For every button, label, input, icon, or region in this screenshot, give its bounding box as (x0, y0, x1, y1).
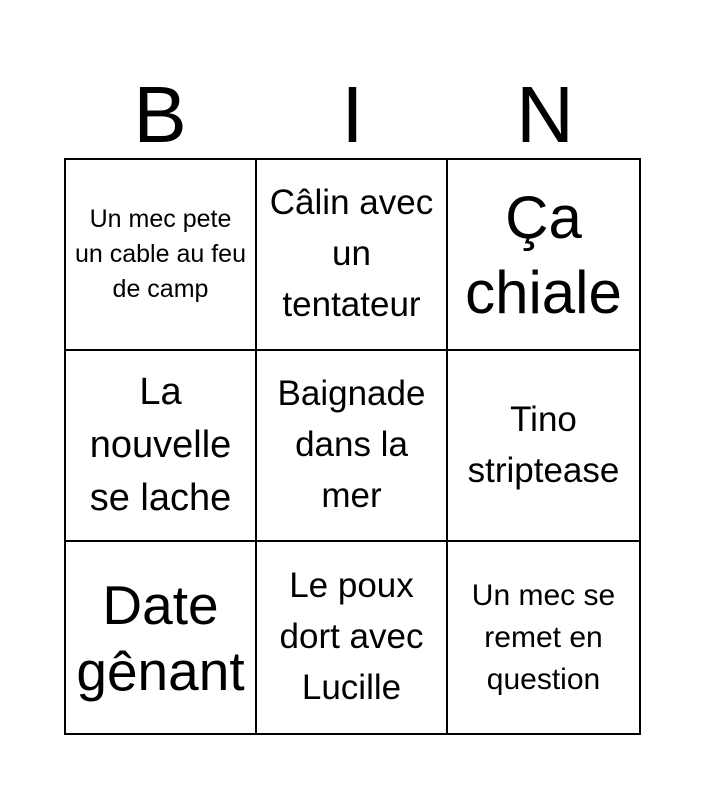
header-letter-i: I (341, 70, 364, 159)
bingo-cell-3[interactable]: Ça chiale (448, 160, 639, 351)
bingo-cell-7[interactable]: Date gênant (66, 542, 257, 733)
bingo-cell-9[interactable]: Un mec se remet en question (471, 578, 616, 696)
bingo-cell-8[interactable]: Le poux dort avec Lucille (257, 542, 448, 733)
bingo-cell-4[interactable]: La nouvelle se lache (66, 351, 257, 542)
bingo-grid (64, 158, 641, 735)
bingo-header (64, 70, 641, 160)
header-letter-n: N (516, 70, 574, 159)
bingo-cell-5[interactable]: Baignade dans la mer (257, 351, 448, 542)
bingo-cell-1[interactable]: Un mec pete un cable au feu de camp (66, 160, 257, 351)
bingo-cell-2[interactable]: Câlin avec un tentateur (257, 160, 448, 351)
bingo-cell-6[interactable]: Tino striptease (448, 351, 639, 542)
header-letter-b: B (133, 70, 187, 159)
